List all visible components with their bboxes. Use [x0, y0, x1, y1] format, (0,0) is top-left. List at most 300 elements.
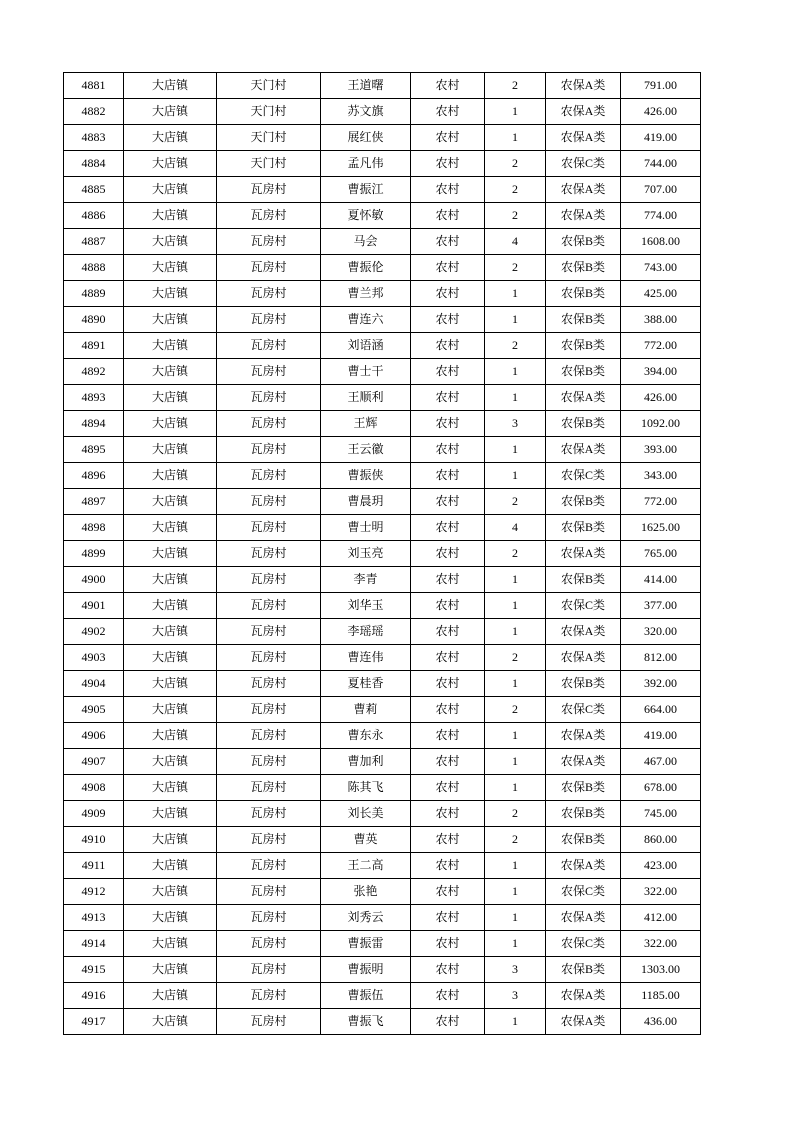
cell-amount: 419.00: [621, 723, 701, 749]
cell-insurance-category: 农保B类: [546, 333, 621, 359]
table-row: [64, 489, 701, 515]
cell-person-count: 2: [485, 203, 546, 229]
cell-amount: 388.00: [621, 307, 701, 333]
cell-village: 天门村: [217, 125, 321, 151]
cell-household-type: 农村: [411, 983, 485, 1009]
cell-town: 大店镇: [124, 177, 217, 203]
cell-household-type: 农村: [411, 437, 485, 463]
cell-serial: 4915: [64, 957, 124, 983]
cell-name: 王云徽: [321, 437, 411, 463]
cell-amount: 772.00: [621, 489, 701, 515]
cell-town: 大店镇: [124, 983, 217, 1009]
cell-serial: 4893: [64, 385, 124, 411]
cell-amount: 1092.00: [621, 411, 701, 437]
table-row: [64, 853, 701, 879]
cell-insurance-category: 农保C类: [546, 879, 621, 905]
cell-amount: 772.00: [621, 333, 701, 359]
cell-household-type: 农村: [411, 879, 485, 905]
cell-person-count: 2: [485, 177, 546, 203]
table-row: [64, 749, 701, 775]
cell-amount: 467.00: [621, 749, 701, 775]
cell-village: 瓦房村: [217, 879, 321, 905]
cell-household-type: 农村: [411, 489, 485, 515]
cell-name: 王辉: [321, 411, 411, 437]
cell-serial: 4914: [64, 931, 124, 957]
cell-insurance-category: 农保A类: [546, 385, 621, 411]
cell-town: 大店镇: [124, 359, 217, 385]
cell-town: 大店镇: [124, 307, 217, 333]
cell-amount: 678.00: [621, 775, 701, 801]
cell-insurance-category: 农保A类: [546, 645, 621, 671]
cell-person-count: 2: [485, 73, 546, 99]
cell-name: 李青: [321, 567, 411, 593]
cell-name: 曹东永: [321, 723, 411, 749]
cell-person-count: 1: [485, 359, 546, 385]
cell-person-count: 1: [485, 437, 546, 463]
cell-town: 大店镇: [124, 1009, 217, 1035]
cell-name: 陈其飞: [321, 775, 411, 801]
cell-town: 大店镇: [124, 931, 217, 957]
cell-insurance-category: 农保B类: [546, 671, 621, 697]
cell-insurance-category: 农保B类: [546, 801, 621, 827]
cell-name: 马会: [321, 229, 411, 255]
table-row: [64, 879, 701, 905]
cell-town: 大店镇: [124, 73, 217, 99]
cell-household-type: 农村: [411, 957, 485, 983]
cell-person-count: 4: [485, 229, 546, 255]
cell-village: 瓦房村: [217, 567, 321, 593]
table-row: [64, 411, 701, 437]
cell-amount: 393.00: [621, 437, 701, 463]
cell-serial: 4890: [64, 307, 124, 333]
cell-person-count: 1: [485, 385, 546, 411]
cell-insurance-category: 农保B类: [546, 307, 621, 333]
cell-person-count: 1: [485, 905, 546, 931]
cell-amount: 322.00: [621, 931, 701, 957]
cell-village: 瓦房村: [217, 541, 321, 567]
cell-serial: 4908: [64, 775, 124, 801]
cell-household-type: 农村: [411, 905, 485, 931]
cell-town: 大店镇: [124, 723, 217, 749]
cell-insurance-category: 农保A类: [546, 177, 621, 203]
table-body: [64, 73, 701, 1035]
cell-village: 瓦房村: [217, 359, 321, 385]
cell-household-type: 农村: [411, 723, 485, 749]
table-row: [64, 307, 701, 333]
cell-person-count: 2: [485, 801, 546, 827]
cell-insurance-category: 农保A类: [546, 541, 621, 567]
cell-serial: 4889: [64, 281, 124, 307]
cell-town: 大店镇: [124, 905, 217, 931]
cell-village: 瓦房村: [217, 931, 321, 957]
cell-person-count: 1: [485, 1009, 546, 1035]
cell-household-type: 农村: [411, 463, 485, 489]
cell-household-type: 农村: [411, 411, 485, 437]
cell-household-type: 农村: [411, 619, 485, 645]
table-row: [64, 125, 701, 151]
cell-insurance-category: 农保B类: [546, 255, 621, 281]
cell-village: 瓦房村: [217, 1009, 321, 1035]
cell-town: 大店镇: [124, 99, 217, 125]
cell-amount: 436.00: [621, 1009, 701, 1035]
cell-household-type: 农村: [411, 125, 485, 151]
cell-person-count: 1: [485, 619, 546, 645]
cell-insurance-category: 农保A类: [546, 619, 621, 645]
cell-amount: 425.00: [621, 281, 701, 307]
cell-village: 瓦房村: [217, 333, 321, 359]
cell-serial: 4883: [64, 125, 124, 151]
cell-person-count: 1: [485, 463, 546, 489]
cell-name: 王道曙: [321, 73, 411, 99]
cell-household-type: 农村: [411, 541, 485, 567]
cell-name: 刘华玉: [321, 593, 411, 619]
cell-person-count: 1: [485, 931, 546, 957]
cell-insurance-category: 农保B类: [546, 359, 621, 385]
cell-insurance-category: 农保A类: [546, 983, 621, 1009]
cell-insurance-category: 农保C类: [546, 931, 621, 957]
cell-village: 瓦房村: [217, 411, 321, 437]
table-row: [64, 333, 701, 359]
cell-person-count: 2: [485, 489, 546, 515]
table-row: [64, 359, 701, 385]
cell-village: 瓦房村: [217, 749, 321, 775]
cell-village: 瓦房村: [217, 515, 321, 541]
cell-insurance-category: 农保C类: [546, 151, 621, 177]
table-row: [64, 671, 701, 697]
cell-insurance-category: 农保A类: [546, 203, 621, 229]
table-row: [64, 73, 701, 99]
cell-serial: 4906: [64, 723, 124, 749]
cell-serial: 4907: [64, 749, 124, 775]
cell-insurance-category: 农保B类: [546, 827, 621, 853]
cell-name: 李瑶瑶: [321, 619, 411, 645]
cell-village: 瓦房村: [217, 905, 321, 931]
cell-town: 大店镇: [124, 879, 217, 905]
cell-household-type: 农村: [411, 151, 485, 177]
cell-amount: 426.00: [621, 99, 701, 125]
cell-town: 大店镇: [124, 593, 217, 619]
cell-amount: 377.00: [621, 593, 701, 619]
table-row: [64, 931, 701, 957]
table-row: [64, 619, 701, 645]
cell-person-count: 2: [485, 697, 546, 723]
cell-name: 曹加利: [321, 749, 411, 775]
cell-name: 夏怀敏: [321, 203, 411, 229]
cell-person-count: 2: [485, 541, 546, 567]
table-row: [64, 697, 701, 723]
cell-serial: 4901: [64, 593, 124, 619]
cell-serial: 4904: [64, 671, 124, 697]
cell-serial: 4891: [64, 333, 124, 359]
table-row: [64, 515, 701, 541]
table-row: [64, 385, 701, 411]
table-row: [64, 827, 701, 853]
cell-name: 曹晨玥: [321, 489, 411, 515]
cell-name: 苏文旗: [321, 99, 411, 125]
cell-household-type: 农村: [411, 385, 485, 411]
cell-person-count: 1: [485, 281, 546, 307]
cell-serial: 4881: [64, 73, 124, 99]
cell-village: 瓦房村: [217, 593, 321, 619]
cell-town: 大店镇: [124, 255, 217, 281]
table-row: [64, 801, 701, 827]
cell-serial: 4897: [64, 489, 124, 515]
cell-town: 大店镇: [124, 957, 217, 983]
cell-person-count: 1: [485, 775, 546, 801]
table-row: [64, 203, 701, 229]
cell-town: 大店镇: [124, 567, 217, 593]
table-row: [64, 177, 701, 203]
cell-amount: 744.00: [621, 151, 701, 177]
cell-insurance-category: 农保A类: [546, 1009, 621, 1035]
cell-insurance-category: 农保B类: [546, 281, 621, 307]
cell-serial: 4894: [64, 411, 124, 437]
cell-amount: 426.00: [621, 385, 701, 411]
cell-household-type: 农村: [411, 359, 485, 385]
cell-name: 曹连伟: [321, 645, 411, 671]
cell-household-type: 农村: [411, 697, 485, 723]
table-row: [64, 99, 701, 125]
cell-insurance-category: 农保A类: [546, 749, 621, 775]
cell-town: 大店镇: [124, 229, 217, 255]
table-row: [64, 645, 701, 671]
cell-household-type: 农村: [411, 593, 485, 619]
cell-amount: 1608.00: [621, 229, 701, 255]
cell-amount: 414.00: [621, 567, 701, 593]
cell-insurance-category: 农保A类: [546, 73, 621, 99]
cell-person-count: 1: [485, 879, 546, 905]
cell-village: 瓦房村: [217, 281, 321, 307]
cell-insurance-category: 农保A类: [546, 853, 621, 879]
cell-name: 刘玉亮: [321, 541, 411, 567]
cell-household-type: 农村: [411, 801, 485, 827]
cell-town: 大店镇: [124, 515, 217, 541]
cell-town: 大店镇: [124, 671, 217, 697]
cell-village: 瓦房村: [217, 203, 321, 229]
cell-insurance-category: 农保B类: [546, 567, 621, 593]
cell-name: 展红侠: [321, 125, 411, 151]
cell-town: 大店镇: [124, 541, 217, 567]
cell-name: 夏桂香: [321, 671, 411, 697]
cell-household-type: 农村: [411, 281, 485, 307]
cell-serial: 4892: [64, 359, 124, 385]
cell-town: 大店镇: [124, 801, 217, 827]
cell-household-type: 农村: [411, 203, 485, 229]
cell-name: 张艳: [321, 879, 411, 905]
cell-household-type: 农村: [411, 255, 485, 281]
cell-serial: 4913: [64, 905, 124, 931]
cell-insurance-category: 农保B类: [546, 229, 621, 255]
cell-insurance-category: 农保A类: [546, 723, 621, 749]
cell-insurance-category: 农保B类: [546, 775, 621, 801]
table-row: [64, 463, 701, 489]
cell-village: 瓦房村: [217, 463, 321, 489]
table-row: [64, 723, 701, 749]
cell-person-count: 3: [485, 411, 546, 437]
table-row: [64, 957, 701, 983]
cell-village: 瓦房村: [217, 385, 321, 411]
cell-insurance-category: 农保C类: [546, 463, 621, 489]
cell-name: 刘长美: [321, 801, 411, 827]
cell-village: 天门村: [217, 73, 321, 99]
cell-amount: 1625.00: [621, 515, 701, 541]
cell-insurance-category: 农保C类: [546, 697, 621, 723]
cell-town: 大店镇: [124, 151, 217, 177]
cell-person-count: 1: [485, 307, 546, 333]
cell-household-type: 农村: [411, 333, 485, 359]
cell-person-count: 2: [485, 333, 546, 359]
cell-serial: 4898: [64, 515, 124, 541]
cell-person-count: 1: [485, 567, 546, 593]
cell-household-type: 农村: [411, 1009, 485, 1035]
cell-person-count: 2: [485, 645, 546, 671]
cell-amount: 423.00: [621, 853, 701, 879]
cell-village: 瓦房村: [217, 255, 321, 281]
cell-serial: 4882: [64, 99, 124, 125]
cell-person-count: 1: [485, 99, 546, 125]
cell-household-type: 农村: [411, 931, 485, 957]
cell-insurance-category: 农保C类: [546, 593, 621, 619]
cell-town: 大店镇: [124, 437, 217, 463]
cell-name: 曹振江: [321, 177, 411, 203]
cell-town: 大店镇: [124, 645, 217, 671]
cell-name: 曹莉: [321, 697, 411, 723]
cell-amount: 812.00: [621, 645, 701, 671]
cell-amount: 743.00: [621, 255, 701, 281]
cell-town: 大店镇: [124, 827, 217, 853]
cell-serial: 4885: [64, 177, 124, 203]
cell-serial: 4912: [64, 879, 124, 905]
table-row: [64, 775, 701, 801]
cell-name: 曹振侠: [321, 463, 411, 489]
cell-village: 瓦房村: [217, 983, 321, 1009]
cell-town: 大店镇: [124, 775, 217, 801]
cell-town: 大店镇: [124, 697, 217, 723]
cell-town: 大店镇: [124, 203, 217, 229]
cell-amount: 1185.00: [621, 983, 701, 1009]
cell-person-count: 4: [485, 515, 546, 541]
cell-household-type: 农村: [411, 229, 485, 255]
cell-name: 刘秀云: [321, 905, 411, 931]
cell-person-count: 1: [485, 593, 546, 619]
cell-village: 瓦房村: [217, 307, 321, 333]
cell-village: 天门村: [217, 151, 321, 177]
cell-town: 大店镇: [124, 411, 217, 437]
cell-town: 大店镇: [124, 333, 217, 359]
cell-amount: 860.00: [621, 827, 701, 853]
cell-household-type: 农村: [411, 853, 485, 879]
cell-amount: 343.00: [621, 463, 701, 489]
cell-village: 瓦房村: [217, 437, 321, 463]
cell-amount: 664.00: [621, 697, 701, 723]
cell-serial: 4909: [64, 801, 124, 827]
cell-insurance-category: 农保A类: [546, 99, 621, 125]
cell-town: 大店镇: [124, 489, 217, 515]
cell-name: 王二高: [321, 853, 411, 879]
cell-serial: 4903: [64, 645, 124, 671]
roster-table: [63, 72, 701, 1035]
cell-insurance-category: 农保A类: [546, 437, 621, 463]
cell-town: 大店镇: [124, 385, 217, 411]
cell-name: 王顺利: [321, 385, 411, 411]
cell-amount: 320.00: [621, 619, 701, 645]
cell-town: 大店镇: [124, 749, 217, 775]
cell-village: 瓦房村: [217, 957, 321, 983]
cell-household-type: 农村: [411, 775, 485, 801]
cell-town: 大店镇: [124, 281, 217, 307]
cell-amount: 1303.00: [621, 957, 701, 983]
cell-village: 瓦房村: [217, 229, 321, 255]
table-row: [64, 905, 701, 931]
cell-serial: 4888: [64, 255, 124, 281]
cell-name: 曹振雷: [321, 931, 411, 957]
cell-person-count: 3: [485, 957, 546, 983]
cell-insurance-category: 农保A类: [546, 125, 621, 151]
cell-insurance-category: 农保B类: [546, 489, 621, 515]
cell-town: 大店镇: [124, 463, 217, 489]
cell-household-type: 农村: [411, 645, 485, 671]
cell-name: 曹兰邦: [321, 281, 411, 307]
cell-household-type: 农村: [411, 73, 485, 99]
cell-serial: 4911: [64, 853, 124, 879]
cell-household-type: 农村: [411, 515, 485, 541]
cell-name: 曹士明: [321, 515, 411, 541]
cell-serial: 4896: [64, 463, 124, 489]
table-row: [64, 983, 701, 1009]
cell-village: 瓦房村: [217, 853, 321, 879]
cell-serial: 4917: [64, 1009, 124, 1035]
table-row: [64, 229, 701, 255]
cell-household-type: 农村: [411, 177, 485, 203]
cell-person-count: 2: [485, 255, 546, 281]
cell-name: 曹振飞: [321, 1009, 411, 1035]
cell-amount: 322.00: [621, 879, 701, 905]
table-row: [64, 593, 701, 619]
table-row: [64, 567, 701, 593]
cell-name: 曹英: [321, 827, 411, 853]
cell-name: 曹振明: [321, 957, 411, 983]
cell-village: 瓦房村: [217, 801, 321, 827]
cell-serial: 4884: [64, 151, 124, 177]
cell-amount: 745.00: [621, 801, 701, 827]
cell-serial: 4887: [64, 229, 124, 255]
cell-serial: 4910: [64, 827, 124, 853]
cell-person-count: 1: [485, 749, 546, 775]
cell-insurance-category: 农保B类: [546, 957, 621, 983]
cell-amount: 774.00: [621, 203, 701, 229]
cell-household-type: 农村: [411, 749, 485, 775]
cell-person-count: 1: [485, 853, 546, 879]
cell-name: 刘语涵: [321, 333, 411, 359]
cell-amount: 791.00: [621, 73, 701, 99]
cell-person-count: 2: [485, 151, 546, 177]
cell-name: 曹振伍: [321, 983, 411, 1009]
cell-serial: 4899: [64, 541, 124, 567]
cell-person-count: 2: [485, 827, 546, 853]
cell-amount: 707.00: [621, 177, 701, 203]
cell-amount: 765.00: [621, 541, 701, 567]
cell-village: 瓦房村: [217, 697, 321, 723]
cell-town: 大店镇: [124, 125, 217, 151]
cell-insurance-category: 农保A类: [546, 905, 621, 931]
cell-village: 瓦房村: [217, 619, 321, 645]
cell-village: 瓦房村: [217, 489, 321, 515]
cell-village: 瓦房村: [217, 177, 321, 203]
table-row: [64, 541, 701, 567]
cell-village: 瓦房村: [217, 645, 321, 671]
cell-name: 曹士干: [321, 359, 411, 385]
cell-town: 大店镇: [124, 619, 217, 645]
